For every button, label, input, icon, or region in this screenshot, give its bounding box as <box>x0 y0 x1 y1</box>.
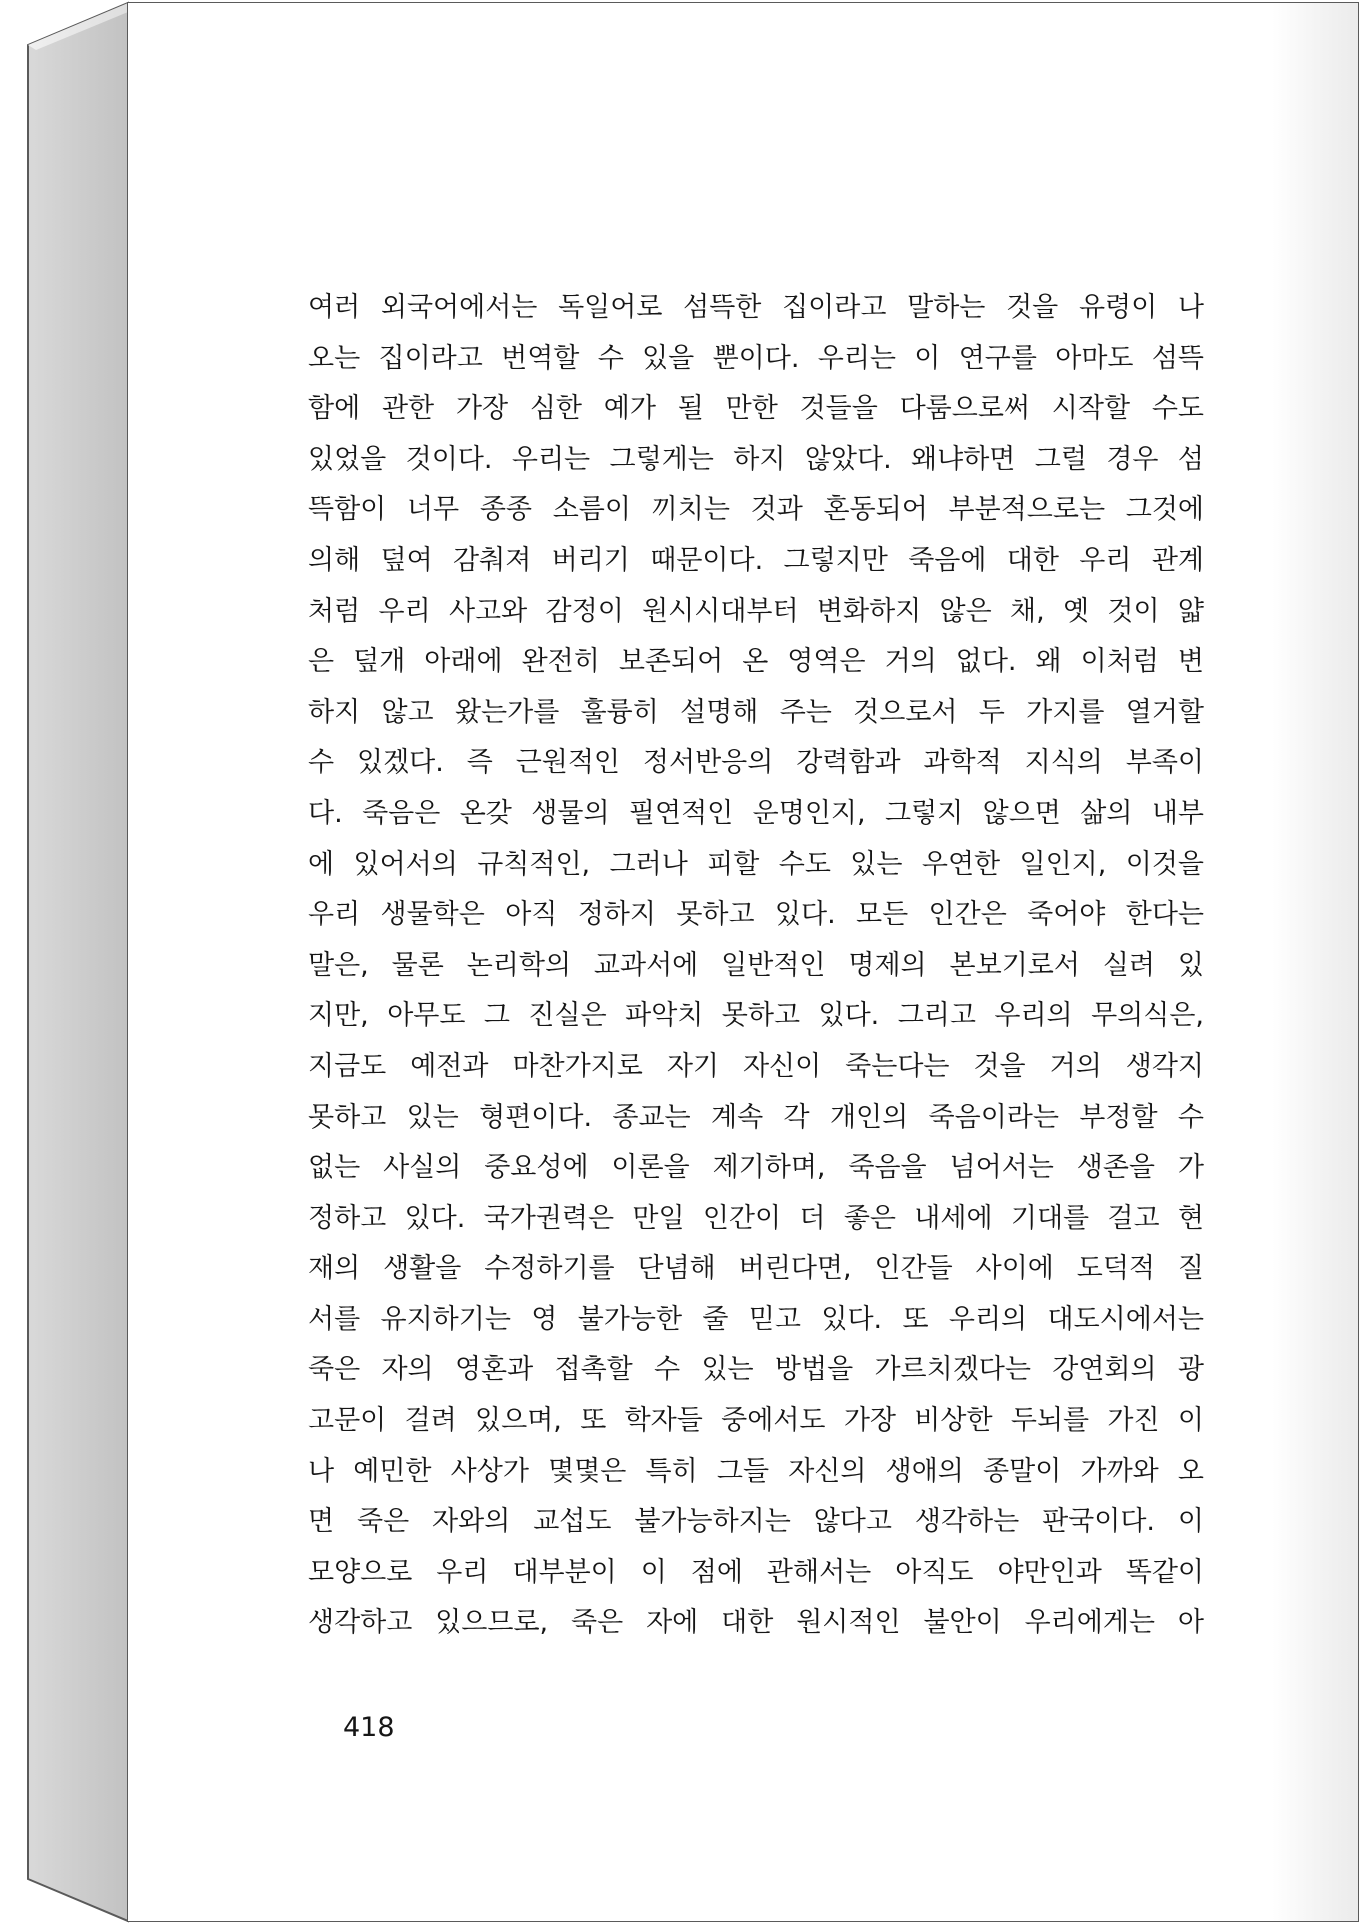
text-line: 수 있겠다. 즉 근원적인 정서반응의 강력함과 과학적 지식의 부족이 <box>308 747 1204 779</box>
text-line: 에 있어서의 규칙적인, 그러나 피할 수도 있는 우연한 일인지, 이것을 <box>308 848 1204 880</box>
text-line: 고문이 걸려 있으며, 또 학자들 중에서도 가장 비상한 두뇌를 가진 이 <box>308 1405 1204 1437</box>
text-line: 다. 죽음은 온갖 생물의 필연적인 운명인지, 그렇지 않으면 삶의 내부 <box>308 797 1204 829</box>
text-line: 정하고 있다. 국가권력은 만일 인간이 더 좋은 내세에 기대를 걸고 현 <box>308 1202 1204 1234</box>
text-line: 은 덮개 아래에 완전히 보존되어 온 영역은 거의 없다. 왜 이처럼 변 <box>308 646 1204 678</box>
text-line: 있었을 것이다. 우리는 그렇게는 하지 않았다. 왜냐하면 그럴 경우 섬 <box>308 443 1204 475</box>
text-line: 여러 외국어에서는 독일어로 섬뜩한 집이라고 말하는 것을 유령이 나 <box>308 292 1204 323</box>
text-line: 하지 않고 왔는가를 훌륭히 설명해 주는 것으로서 두 가지를 열거할 <box>308 696 1204 728</box>
text-line: 나 예민한 사상가 몇몇은 특히 그들 자신의 생애의 종말이 가까와 오 <box>308 1455 1204 1487</box>
text-line: 죽은 자의 영혼과 접촉할 수 있는 방법을 가르치겠다는 강연회의 광 <box>308 1354 1204 1386</box>
text-line: 뜩함이 너무 종종 소름이 끼치는 것과 혼동되어 부분적으로는 그것에 <box>308 494 1204 526</box>
text-line: 못하고 있는 형편이다. 종교는 계속 각 개인의 죽음이라는 부정할 수 <box>308 1101 1204 1133</box>
text-line: 처럼 우리 사고와 감정이 원시시대부터 변화하지 않은 채, 옛 것이 얇 <box>308 595 1204 627</box>
text-line: 의해 덮여 감춰져 버리기 때문이다. 그렇지만 죽음에 대한 우리 관계 <box>308 544 1204 576</box>
text-line: 함에 관한 가장 심한 예가 될 만한 것들을 다룸으로써 시작할 수도 <box>308 393 1204 425</box>
text-line: 모양으로 우리 대부분이 이 점에 관해서는 아직도 야만인과 똑같이 <box>308 1556 1204 1588</box>
page-text <box>308 283 1204 1649</box>
text-line: 지금도 예전과 마찬가지로 자기 자신이 죽는다는 것을 거의 생각지 <box>308 1050 1204 1082</box>
text-line: 오는 집이라고 번역할 수 있을 뿐이다. 우리는 이 연구를 아마도 섬뜩 <box>308 342 1204 374</box>
text-line: 서를 유지하기는 영 불가능한 줄 믿고 있다. 또 우리의 대도시에서는 <box>308 1303 1204 1335</box>
text-line: 지만, 아무도 그 진실은 파악치 못하고 있다. 그리고 우리의 무의식은, <box>308 1000 1204 1032</box>
spine-side-face <box>28 3 128 1921</box>
text-line: 면 죽은 자와의 교섭도 불가능하지는 않다고 생각하는 판국이다. 이 <box>308 1506 1204 1538</box>
text-line: 생각하고 있으므로, 죽은 자에 대한 원시적인 불안이 우리에게는 아 <box>308 1607 1204 1639</box>
text-line: 재의 생활을 수정하기를 단념해 버린다면, 인간들 사이에 도덕적 질 <box>308 1253 1204 1285</box>
text-line: 말은, 물론 논리학의 교과서에 일반적인 명제의 본보기로서 실려 있 <box>308 949 1204 981</box>
page-number: 418 <box>343 1712 395 1743</box>
text-line: 우리 생물학은 아직 정하지 못하고 있다. 모든 인간은 죽어야 한다는 <box>308 899 1204 931</box>
text-line: 없는 사실의 중요성에 이론을 제기하며, 죽음을 넘어서는 생존을 가 <box>308 1152 1204 1184</box>
